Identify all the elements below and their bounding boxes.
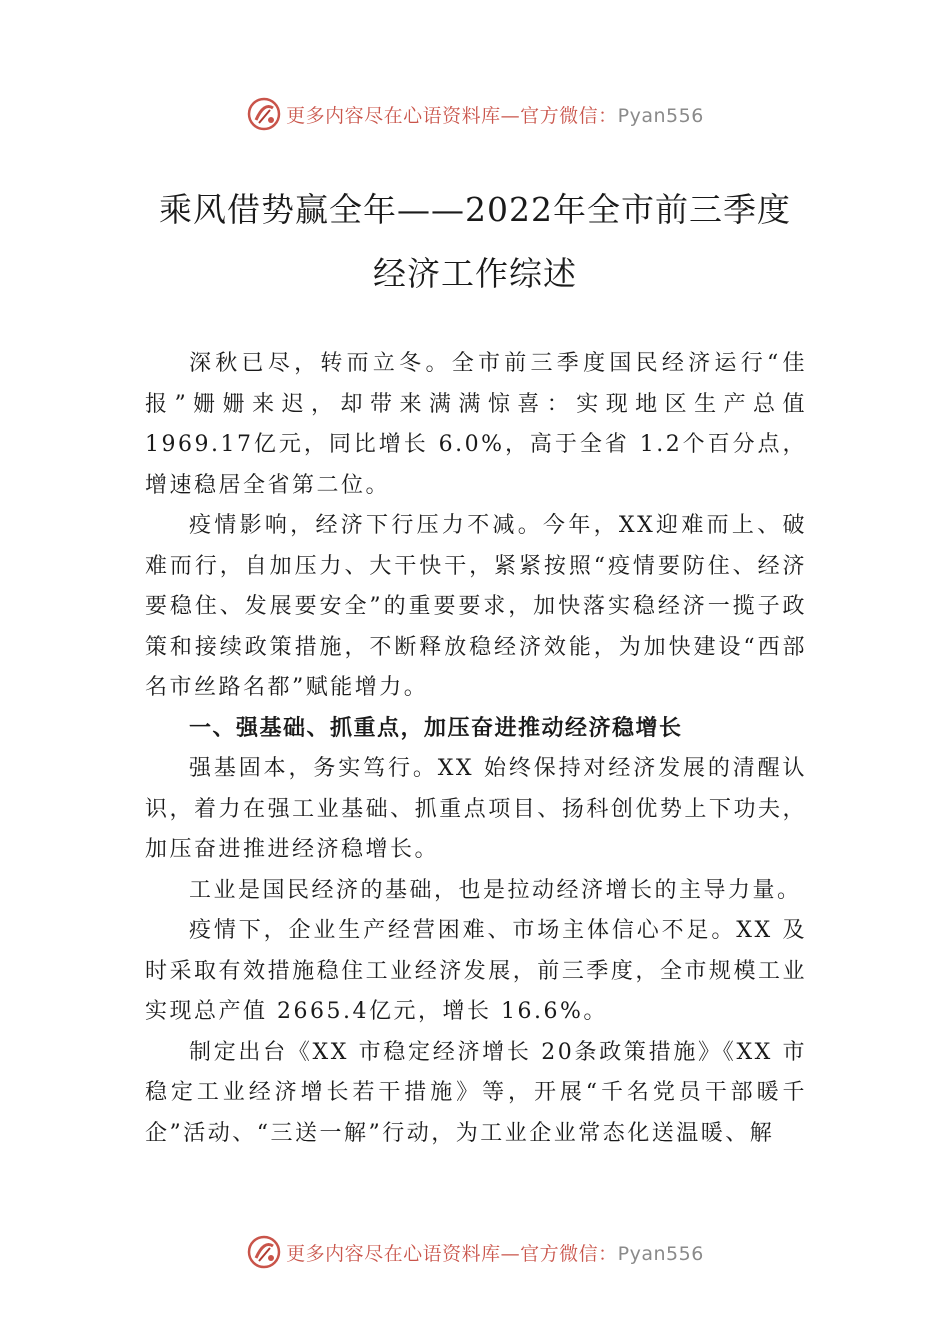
paragraph: 深秋已尽，转而立冬。全市前三季度国民经济运行“佳报”姗姗来迟，却带来满满惊喜：实现地区生产总值 1969.17亿元，同比增长 6.0%，高于全省 1.2个百分点，增速稳居全省第二位。 [145,351,807,498]
section-heading: 一、强基础、抓重点，加压奋进推动经济稳增长 [189,715,683,741]
watermark-banner-bottom [0,1232,950,1272]
logo-icon [246,1234,282,1270]
watermark-banner-top [0,94,950,134]
paragraph: 疫情下，企业生产经营困难、市场主体信心不足。XX 及时采取有效措施稳住工业经济发展，前三季度，全市规模工业实现总产值 2665.4亿元，增长 16.6%。 [145,918,807,1024]
watermark-text: 更多内容尽在心语资料库—官方微信：Pyan556 [286,104,704,127]
watermark-text: 更多内容尽在心语资料库—官方微信：Pyan556 [286,1242,704,1265]
logo-icon [246,96,282,132]
page-title-line-1: 乘风借势赢全年——2022年全市前三季度 [159,190,791,229]
document-body [145,344,807,1154]
paragraph: 疫情影响，经济下行压力不减。今年，XX迎难而上、破难而行，自加压力、大干快干，紧紧按照“疫情要防住、经济要稳住、发展要安全”的重要要求，加快落实稳经济一揽子政策和接续政策措施，不断释放稳经济效能，为加快建设“西部名市丝路名都”赋能增力。 [145,513,807,700]
paragraph: 制定出台《XX 市稳定经济增长 20条政策措施》《XX 市稳定工业经济增长若干措施》等，开展“千名党员干部暖千企”活动、“三送一解”行动，为工业企业常态化送温暖、解 [145,1039,807,1146]
paragraph: 强基固本，务实笃行。XX 始终保持对经济发展的清醒认识，着力在强工业基础、抓重点项目、扬科创优势上下功夫，加压奋进推进经济稳增长。 [145,756,807,862]
page-title-line-2: 经济工作综述 [373,254,577,293]
paragraph: 工业是国民经济的基础，也是拉动经济增长的主导力量。 [189,877,802,903]
